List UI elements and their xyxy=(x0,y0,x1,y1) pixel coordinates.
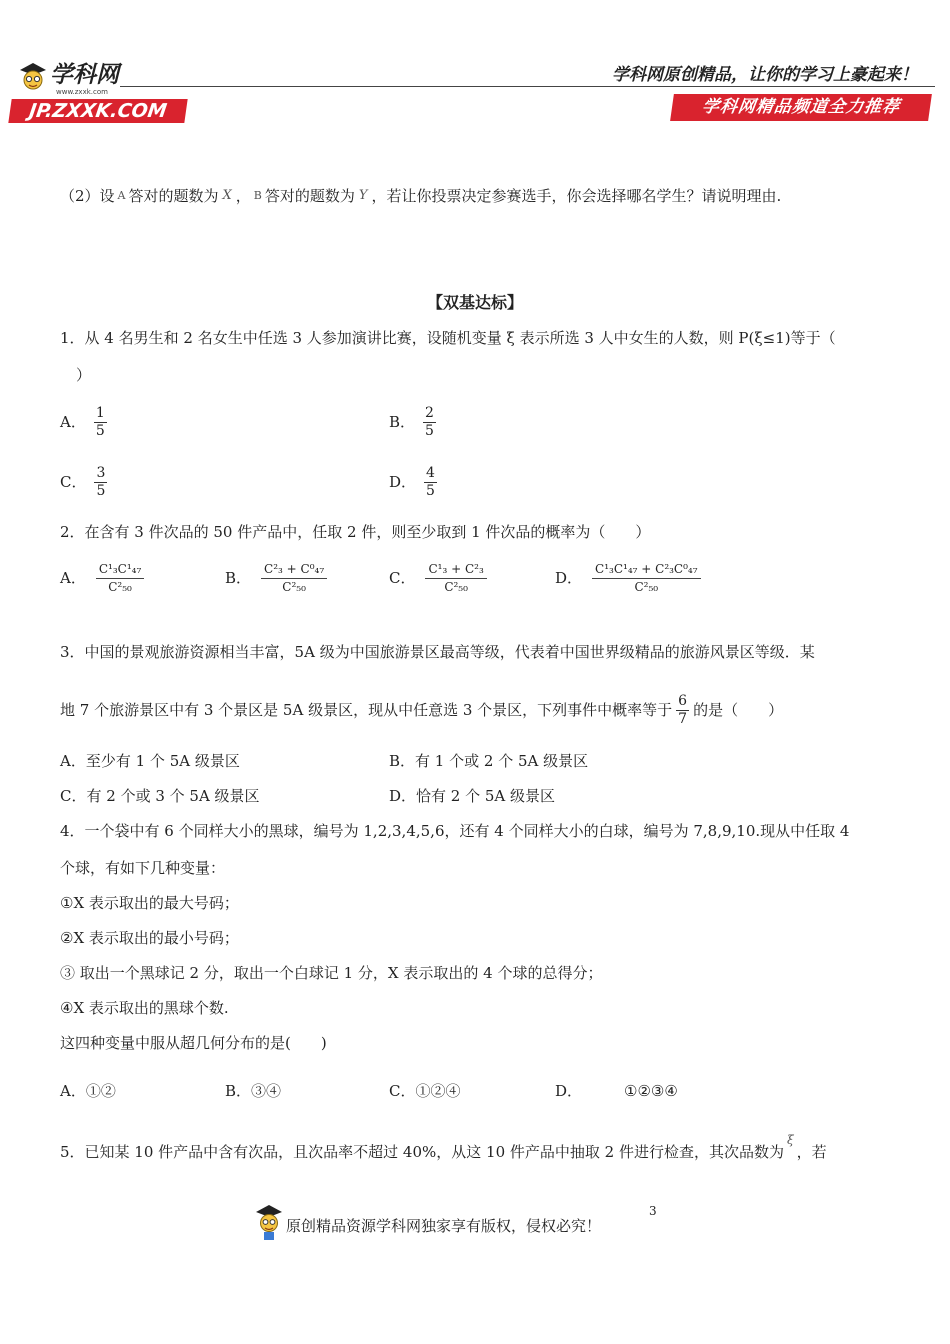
footer-copyright: 原创精品资源学科网独家享有版权，侵权必究！ xyxy=(286,1217,602,1235)
q4-option-d[interactable]: D． ①②③④ xyxy=(555,1082,678,1100)
q4-option-a[interactable]: A．①② xyxy=(60,1082,116,1100)
q1-option-b[interactable]: B． $\frac{2}{5}$ xyxy=(389,404,434,439)
q1-option-d-frac: $\frac{4}{5}$ xyxy=(426,464,435,499)
logo-url: www.zxxk.com xyxy=(56,88,108,96)
q1-option-a-frac: $\frac{1}{5}$ xyxy=(95,404,105,439)
q3-frac: $\frac{6}{7}$ xyxy=(678,692,688,727)
header-recommend-banner[interactable]: 学科网精品频道全力推荐 xyxy=(670,94,932,121)
q2-option-b[interactable]: B． C²₃ + C⁰₄₇ C²₅₀ xyxy=(225,556,327,600)
q2-option-c-frac: C¹₃ + C²₃ C²₅₀ xyxy=(425,562,486,595)
q1-option-d[interactable]: D． $\frac{4}{5}$ xyxy=(389,464,435,499)
q4-item-4: ④X 表示取出的黑球个数. xyxy=(60,999,229,1017)
q2-stem: 2．在含有 3 件次品的 50 件产品中，任取 2 件，则至少取到 1 件次品的概率为（ ） xyxy=(60,523,651,541)
footer-mascot-icon xyxy=(254,1202,284,1242)
q4-item-3: ③ 取出一个黑球记 2 分，取出一个白球记 1 分，X 表示取出的 4 个球的总得分； xyxy=(60,964,603,982)
var-a: A xyxy=(117,189,126,202)
q1-option-c-frac: $\frac{3}{5}$ xyxy=(96,464,106,499)
header-divider xyxy=(120,86,935,87)
q1-option-c[interactable]: C． $\frac{3}{5}$ xyxy=(60,464,106,499)
q3-option-d[interactable]: D．恰有 2 个 5A 级景区 xyxy=(389,787,556,805)
q3-option-b[interactable]: B．有 1 个或 2 个 5A 级景区 xyxy=(389,752,589,770)
q2-option-c[interactable]: C． C¹₃ + C²₃ C²₅₀ xyxy=(389,556,487,600)
q5-xi: ξ xyxy=(786,1133,794,1147)
q3-line-2: 地 7 个旅游景区中有 3 个景区是 5A 级景区，现从中任意选 3 个景区，下列事件中概率等于 $\frac{6}{7}$ 的是（ ） xyxy=(60,692,784,727)
q4-option-b[interactable]: B．③④ xyxy=(225,1082,282,1100)
q4-item-2: ②X 表示取出的最小号码； xyxy=(60,929,239,947)
q2-option-d[interactable]: D． C¹₃C¹₄₇ + C²₃C⁰₄₇ C²₅₀ xyxy=(555,556,701,600)
q4-item-1: ①X 表示取出的最大号码； xyxy=(60,894,239,912)
q5-line: 5．已知某 10 件产品中含有次品，且次品率不超过 40%，从这 10 件产品中抽取 2 件进行检查，其次品数为$^\xi$，若 xyxy=(60,1133,827,1161)
var-x: X xyxy=(222,188,232,203)
q3-option-c[interactable]: C．有 2 个或 3 个 5A 级景区 xyxy=(60,787,260,805)
q4-ask: 这四种变量中服从超几何分布的是( ) xyxy=(60,1034,327,1052)
q2-option-a[interactable]: A． C¹₃C¹₄₇ C²₅₀ xyxy=(60,556,144,600)
q1-stem-end: ） xyxy=(76,366,92,384)
q3-option-a[interactable]: A．至少有 1 个 5A 级景区 xyxy=(60,752,240,770)
section-title: 【双基达标】 xyxy=(426,293,523,312)
q3-line-1: 3．中国的景观旅游资源相当丰富，5A 级为中国旅游景区最高等级，代表着中国世界级精品的旅游风景区等级．某 xyxy=(60,643,815,661)
var-y: Y xyxy=(358,188,368,203)
logo-name: 学科网 xyxy=(50,62,119,88)
mascot-icon xyxy=(16,60,50,96)
q4-option-c[interactable]: C．①②④ xyxy=(389,1082,461,1100)
prev-question-line: （2）设 $^A$ 答对的题数为 X ， $^B$ 答对的题数为 Y ，若让你投票决定参赛选手，你会选择哪名学生？请说明理由. xyxy=(60,187,782,205)
q2-option-a-frac: C¹₃C¹₄₇ C²₅₀ xyxy=(96,562,144,595)
logo-domain-banner[interactable]: JP.ZXXK.COM xyxy=(8,99,187,123)
header xyxy=(0,0,950,130)
q4-line-1: 4．一个袋中有 6 个同样大小的黑球，编号为 1,2,3,4,5,6，还有 4 个同样大小的白球，编号为 7,8,9,10.现从中任取 4 xyxy=(60,822,850,840)
q1-option-a[interactable]: A． $\frac{1}{5}$ xyxy=(60,404,105,439)
q2-option-d-frac: C¹₃C¹₄₇ + C²₃C⁰₄₇ C²₅₀ xyxy=(592,562,701,595)
q1-option-b-frac: $\frac{2}{5}$ xyxy=(425,404,434,439)
var-b: B xyxy=(253,189,262,202)
q2-option-b-frac: C²₃ + C⁰₄₇ C²₅₀ xyxy=(261,562,327,595)
q4-line-2: 个球，有如下几种变量： xyxy=(60,859,226,877)
header-slogan: 学科网原创精品，让你的学习上豪起来！ xyxy=(612,65,918,85)
q1-stem: 1．从 4 名男生和 2 名女生中任选 3 人参加演讲比赛，设随机变量 ξ 表示所选 3 人中女生的人数，则 P(ξ≤1)等于（ xyxy=(60,329,836,347)
page-number: 3 xyxy=(649,1204,657,1218)
